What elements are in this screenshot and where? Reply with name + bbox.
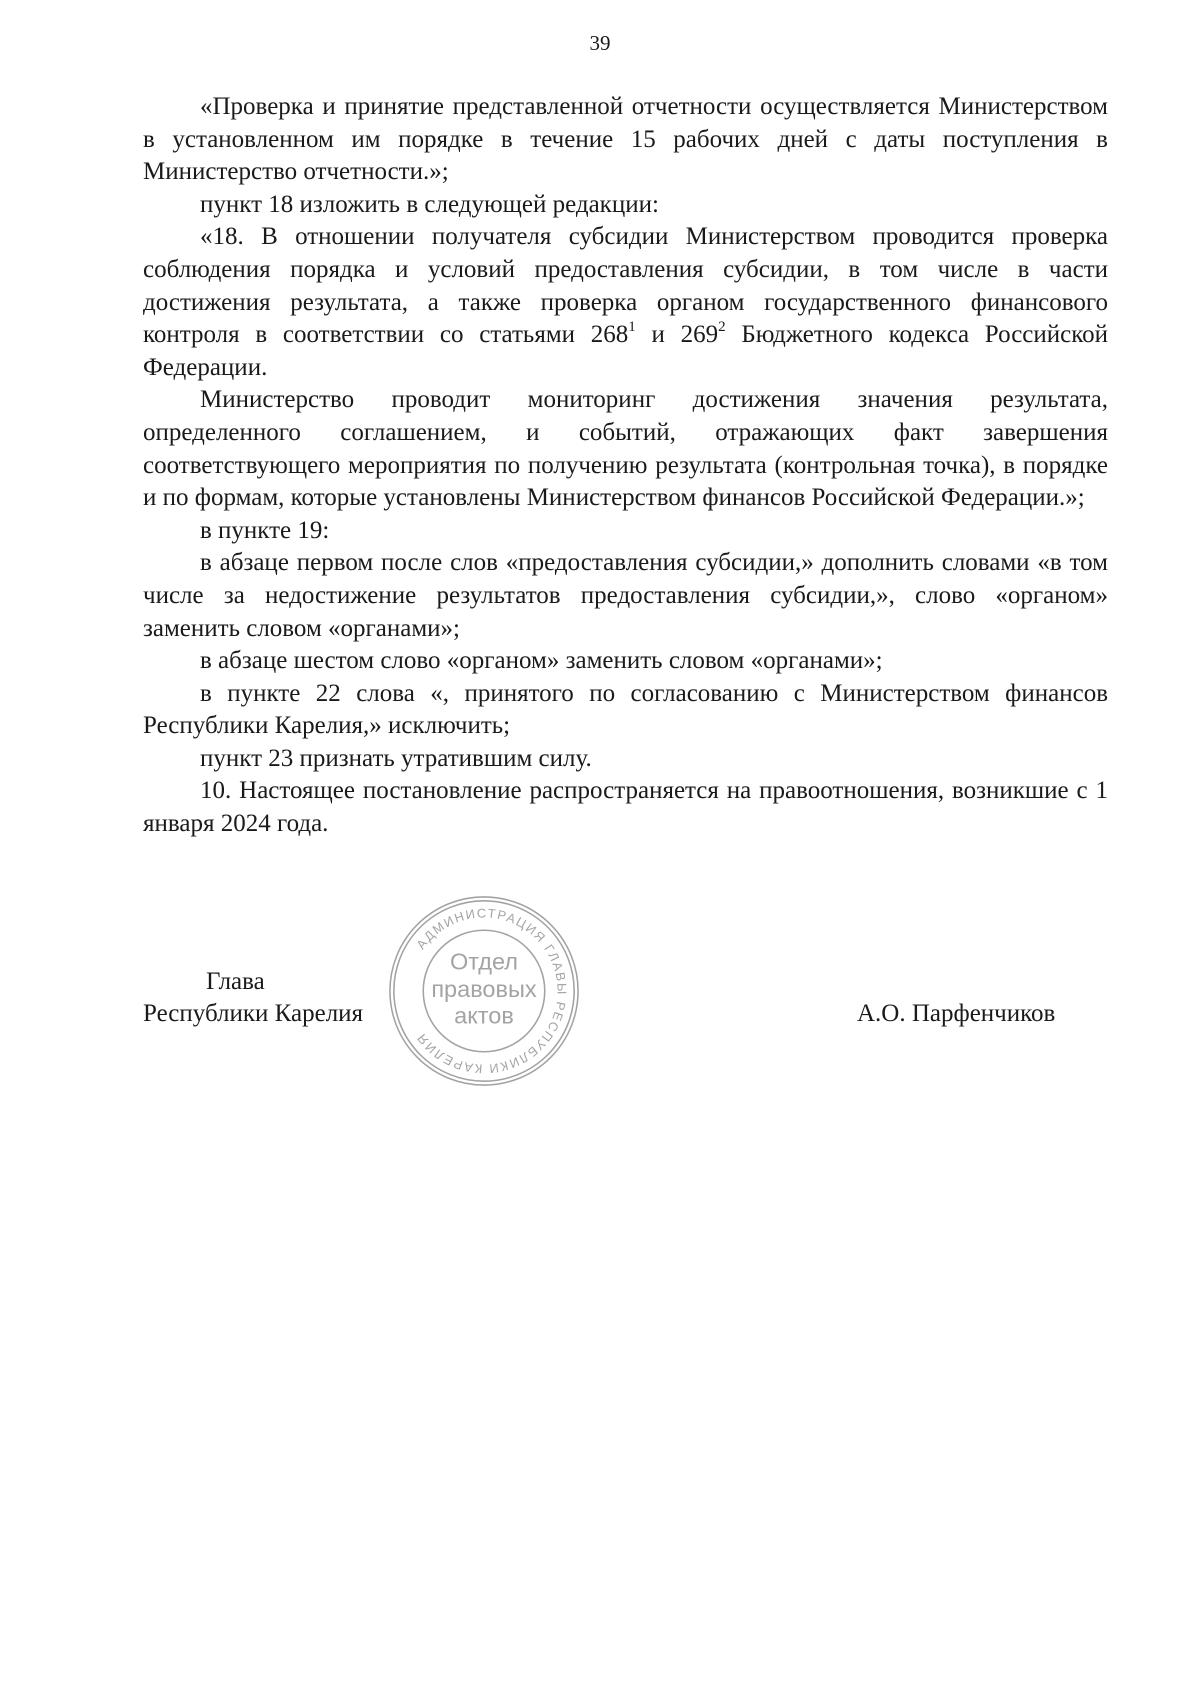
signatory-name: А.О. Парфенчиков xyxy=(857,1000,1056,1027)
paragraph: пункт 18 изложить в следующей редакции: xyxy=(200,190,659,218)
paragraph-with-footnote-refs xyxy=(143,221,1108,384)
paragraph: Министерство проводит мониторинг достижения значения результата, определенного соглашением, и событий, отражающих факт завершения соответствующего мероприятия по получению результата (контрольная точка), в порядке и по формам, которые установлены Министерством финансов Российской Федерации.»; xyxy=(143,386,1108,512)
paragraph: «Проверка и принятие представленной отчетности осуществляется Министерством в установленном им порядке в течение 15 рабочих дней с даты поступления в Министерство отчетности.»; xyxy=(143,93,1108,186)
stamp-center-line3: актов xyxy=(454,1002,514,1029)
document-body xyxy=(143,91,1108,841)
paragraph: в абзаце шестом слово «органом» заменить словом «органами»; xyxy=(200,647,883,675)
signatory-title-line1: Глава xyxy=(206,968,265,995)
paragraph: в пункте 19: xyxy=(200,516,330,544)
superscript: 1 xyxy=(628,319,636,336)
paragraph-text: «18. В отношении получателя субсидии Министерством проводится проверка соблюдения порядка и условий предоставления субсидии, в том числе в части достижения результата, а также проверка органом государственного финансового контроля в соответствии со статьями 268 xyxy=(143,223,1108,349)
paragraph: пункт 23 признать утратившим силу. xyxy=(200,744,592,772)
signature-block xyxy=(143,966,1108,1046)
signatory-title-line2: Республики Карелия xyxy=(143,1000,364,1027)
paragraph: 10. Настоящее постановление распространяется на правоотношения, возникшие с 1 января 2024 года. xyxy=(143,777,1108,838)
paragraph-text: и 269 xyxy=(635,321,719,349)
stamp-center-line1: Отдел xyxy=(449,948,519,975)
official-stamp xyxy=(386,893,582,1089)
paragraph-text: Бюджетного кодекса Российской Федерации. xyxy=(143,321,1109,381)
stamp-ring-text: АДМИНИСТРАЦИЯ ГЛАВЫ РЕСПУБЛИКИ КАРЕЛИЯ xyxy=(413,905,570,1077)
page-number: 39 xyxy=(589,31,611,55)
superscript: 2 xyxy=(718,319,726,336)
stamp-center-line2: правовых xyxy=(431,975,537,1002)
paragraph: в пункте 22 слова «, принятого по согласованию с Министерством финансов Республики Карелия,» исключить; xyxy=(143,679,1108,740)
paragraph: в абзаце первом после слов «предоставления субсидии,» дополнить словами «в том числе за недостижение результатов предоставления субсидии,», слово «органом» заменить словом «органами»; xyxy=(143,549,1108,642)
